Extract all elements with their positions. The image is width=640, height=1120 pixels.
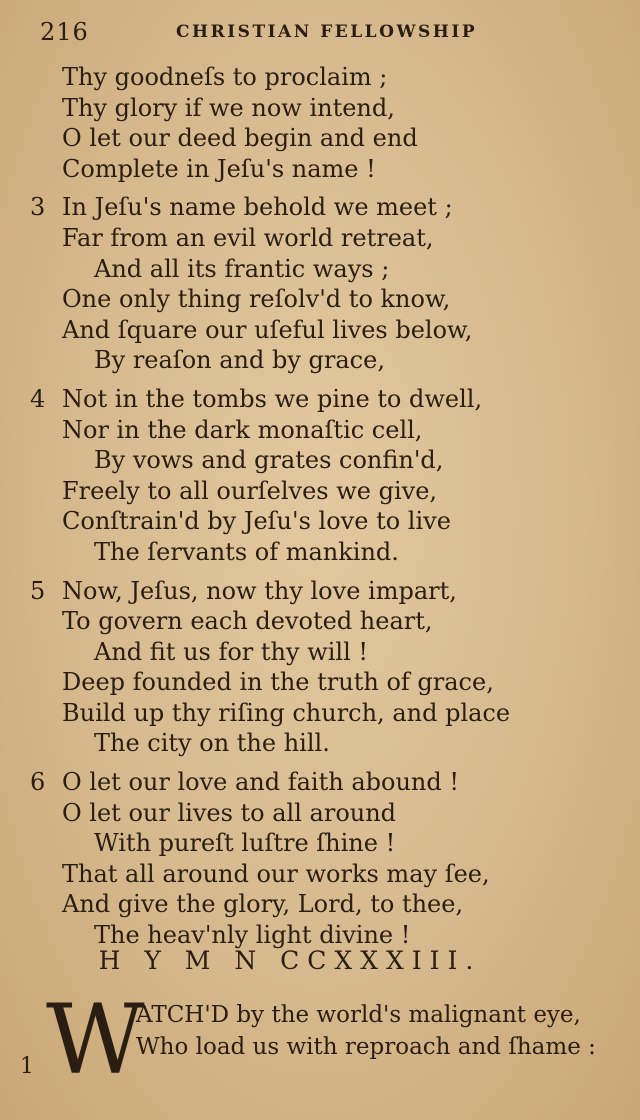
verse-line	[30, 284, 610, 315]
verse-line	[30, 859, 610, 890]
verse-line-text: One only thing reſolv'd to know,	[62, 285, 451, 314]
verse-line	[30, 384, 610, 415]
verse-line	[30, 62, 610, 93]
verse-line	[30, 828, 610, 859]
verse-line-text: And all its frantic ways ;	[94, 254, 390, 283]
verse-line	[30, 698, 610, 729]
hymn-verses	[30, 62, 610, 951]
verse-number: 6	[30, 768, 46, 797]
verse-line	[30, 154, 610, 185]
verse-line	[30, 889, 610, 920]
drop-cap: W	[46, 984, 145, 1096]
verse-line-text: And give the glory, Lord, to thee,	[62, 890, 464, 919]
verse-line-text: The ſervants of mankind.	[94, 537, 399, 566]
verse-gap	[30, 184, 610, 192]
verse-line	[30, 798, 610, 829]
verse-line-text: And fit us for thy will !	[94, 637, 369, 666]
verse-line	[30, 415, 610, 446]
verse-line-text: O let our love and faith abound !	[62, 768, 460, 797]
verse-line	[30, 315, 610, 346]
verse-line-text: Far from an evil world retreat,	[62, 223, 434, 252]
verse-line-text: O let our deed begin and end	[62, 124, 418, 153]
verse-line	[30, 576, 610, 607]
verse-line	[30, 606, 610, 637]
verse-line-text: Freely to all ourſelves we give,	[62, 476, 438, 505]
verse-line-text: That all around our works may ſee,	[62, 859, 490, 888]
verse-line	[30, 254, 610, 285]
verse-line-text: The city on the hill.	[94, 729, 330, 758]
verse-line-text: Deep founded in the truth of grace,	[62, 668, 494, 697]
verse-line-text: By vows and grates confin'd,	[94, 446, 444, 475]
verse-line	[30, 537, 610, 568]
verse-line-text: With pureſt luſtre ſhine !	[94, 829, 396, 858]
verse-gap	[30, 759, 610, 767]
verse-line-text: O let our lives to all around	[62, 798, 397, 827]
verse-line	[30, 192, 610, 223]
verse-number: 4	[30, 384, 46, 413]
verse-line-text: In Jeſu's name behold we meet ;	[62, 193, 453, 222]
page-number: 216	[40, 18, 89, 46]
verse-line	[30, 767, 610, 798]
running-head: CHRISTIAN FELLOWSHIP	[176, 22, 478, 42]
verse-line-text: By reaſon and by grace,	[94, 346, 385, 375]
verse-gap	[30, 568, 610, 576]
verse-line	[30, 667, 610, 698]
verse-line	[30, 445, 610, 476]
verse-line	[30, 345, 610, 376]
verse-line-text: And ſquare our uſeful lives below,	[62, 315, 473, 344]
verse-line-text: Thy glory if we now intend,	[62, 93, 395, 122]
verse-line	[30, 476, 610, 507]
verse-line-text: Thy goodneſs to proclaim ;	[62, 63, 388, 91]
verse-line-text: Conſtrain'd by Jeſu's love to live	[62, 507, 451, 536]
verse-number: 3	[30, 193, 46, 222]
verse-line	[30, 223, 610, 254]
verse-line-text: Build up thy riſing church, and place	[62, 698, 511, 727]
hymn-opening	[20, 984, 620, 1102]
page-header	[40, 18, 500, 54]
opening-line: Who load us with reproach and ſhame :	[136, 1034, 596, 1060]
verse-line-text: Now, Jeſus, now thy love impart,	[62, 576, 457, 605]
verse-line	[30, 637, 610, 668]
opening-line: ATCH'D by the world's malignant eye,	[136, 1002, 581, 1028]
hymn-title: H Y M N CCXXXIII.	[98, 946, 482, 975]
verse-line	[30, 506, 610, 537]
verse-line-text: Complete in Jeſu's name !	[62, 154, 376, 183]
verse-gap	[30, 376, 610, 384]
verse-line-text: Nor in the dark monaſtic cell,	[62, 415, 423, 444]
verse-line-text: Not in the tombs we pine to dwell,	[62, 384, 483, 413]
verse-line	[30, 728, 610, 759]
verse-line-text: To govern each devoted heart,	[62, 607, 433, 636]
verse-line	[30, 123, 610, 154]
verse-line-text: The heav'nly light divine !	[94, 921, 411, 950]
verse-number: 1	[20, 1054, 34, 1079]
verse-line	[30, 93, 610, 124]
verse-number: 5	[30, 576, 46, 605]
